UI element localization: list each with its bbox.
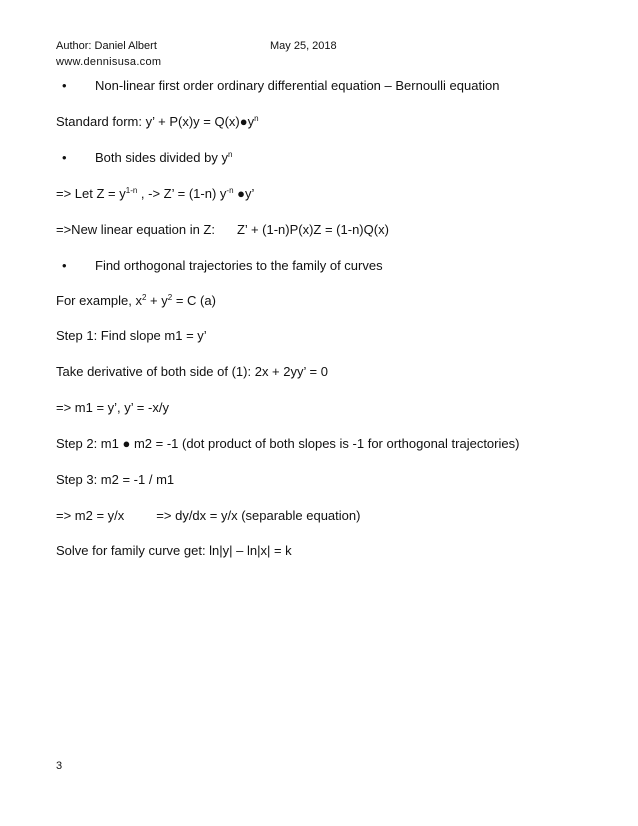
let-z-text: , -> Z’ = (1-n) y xyxy=(137,186,227,201)
let-z-line xyxy=(56,185,254,203)
superscript: n xyxy=(254,114,259,123)
bullet-dot: • xyxy=(62,78,67,93)
bullet-divide xyxy=(95,149,232,167)
author-text: Author: Daniel Albert xyxy=(56,40,157,52)
superscript: 2 xyxy=(141,293,147,302)
bullet-divide-text: Both sides divided by y xyxy=(95,150,228,165)
example-text: For example, x xyxy=(56,293,142,308)
page-header xyxy=(56,38,337,70)
new-linear-label: =>New linear equation in Z: xyxy=(56,222,215,237)
date-text: May 25, 2018 xyxy=(270,40,337,52)
bullet-orthogonal: Find orthogonal trajectories to the family of curves xyxy=(95,258,383,273)
new-linear-line xyxy=(56,221,389,239)
superscript: 2 xyxy=(167,293,173,302)
example-text: + y xyxy=(146,293,168,308)
step2-line: Step 2: m1 ● m2 = -1 (dot product of both slopes is -1 for orthogonal trajectories) xyxy=(56,436,520,451)
m1-line: => m1 = y’, y’ = -x/y xyxy=(56,400,169,415)
superscript: -n xyxy=(226,186,234,195)
bullet-dot: • xyxy=(62,150,67,165)
example-text: = C (a) xyxy=(172,293,216,308)
let-z-text: ●y’ xyxy=(233,186,255,201)
derivative-line: Take derivative of both side of (1): 2x + 2yy’ = 0 xyxy=(56,364,328,379)
let-z-text: => Let Z = y xyxy=(56,186,126,201)
new-linear-equation: Z’ + (1-n)P(x)Z = (1-n)Q(x) xyxy=(236,222,389,237)
website-text: www.dennisusa.com xyxy=(56,56,162,68)
bullet-bernoulli: Non-linear first order ordinary differential equation – Bernoulli equation xyxy=(95,78,500,93)
standard-form-text: Standard form: y’ + P(x)y = Q(x)●y xyxy=(56,114,255,129)
m2-text: => m2 = y/x xyxy=(56,508,125,523)
page-number: 3 xyxy=(56,760,63,772)
step1-line: Step 1: Find slope m1 = y’ xyxy=(56,328,207,343)
step3-line: Step 3: m2 = -1 / m1 xyxy=(56,472,175,487)
solve-line: Solve for family curve get: ln|y| – ln|x| = k xyxy=(56,543,292,558)
example-line xyxy=(56,292,216,310)
superscript: n xyxy=(227,150,233,159)
m2-line xyxy=(56,507,360,525)
superscript: 1-n xyxy=(125,186,138,195)
standard-form-line xyxy=(56,113,259,131)
separable-equation: => dy/dx = y/x (separable equation) xyxy=(156,508,361,523)
bullet-dot: • xyxy=(62,258,67,273)
